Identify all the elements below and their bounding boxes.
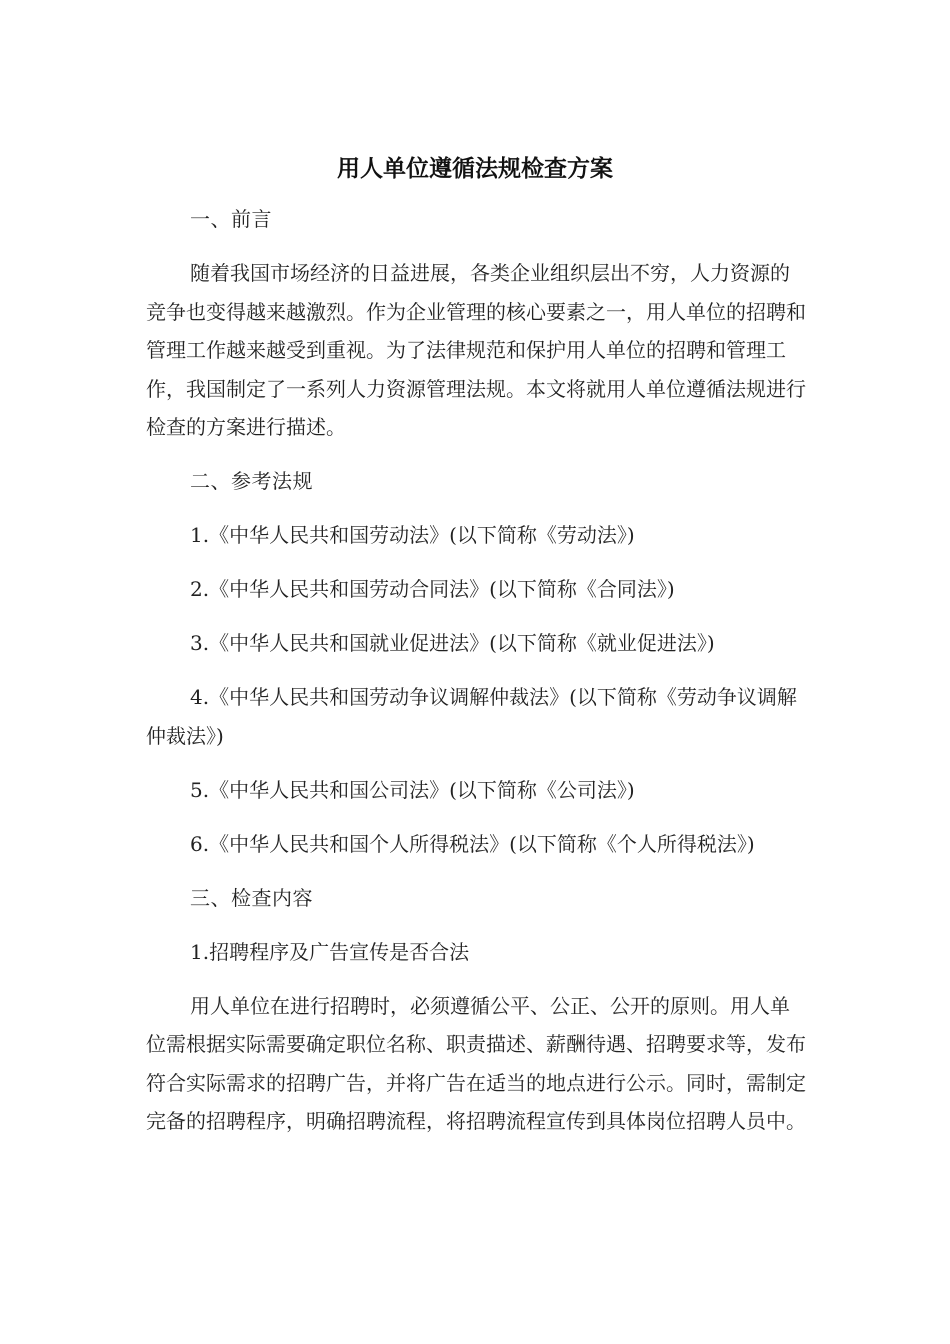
document-title: 用人单位遵循法规检查方案 <box>337 156 613 183</box>
section-heading-preface: 一、前言 <box>190 207 272 231</box>
reference-item-3: 3.《中华人民共和国就业促进法》(以下简称《就业促进法》) <box>190 631 715 655</box>
section-heading-inspection: 三、检查内容 <box>190 885 313 910</box>
section-heading-references: 二、参考法规 <box>190 469 313 493</box>
paragraph-preface: 随着我国市场经济的日益进展，各类企业组织层出不穷，人力资源的竞争也变得越来越激烈。作为企业管理的核心要素之一，用人单位的招聘和管理工作越来越受到重视。为了法律规范和保护用人单位的招聘和管理工作，我国制定了一系列人力资源管理法规。本文将就用人单位遵循法规进行检查的方案进行描述。 <box>146 261 806 439</box>
inspection-item-1-title: 1.招聘程序及广告宣传是否合法 <box>190 939 470 964</box>
document-body <box>146 200 806 1156</box>
reference-item-2: 2.《中华人民共和国劳动合同法》(以下简称《合同法》) <box>190 577 675 601</box>
paragraph-recruitment: 用人单位在进行招聘时，必须遵循公平、公正、公开的原则。用人单位需根据实际需要确定职位名称、职责描述、薪酬待遇、招聘要求等，发布符合实际需求的招聘广告，并将广告在适当的地点进行公示。同时，需制定完备的招聘程序，明确招聘流程，将招聘流程宣传到具体岗位招聘人员中。 <box>146 993 806 1133</box>
reference-item-1: 1.《中华人民共和国劳动法》(以下简称《劳动法》) <box>190 523 635 547</box>
reference-item-6: 6.《中华人民共和国个人所得税法》(以下简称《个人所得税法》) <box>190 831 755 856</box>
reference-item-4: 4.《中华人民共和国劳动争议调解仲裁法》(以下简称《劳动争议调解仲裁法》) <box>146 685 797 748</box>
reference-item-5: 5.《中华人民共和国公司法》(以下简称《公司法》) <box>190 777 635 802</box>
